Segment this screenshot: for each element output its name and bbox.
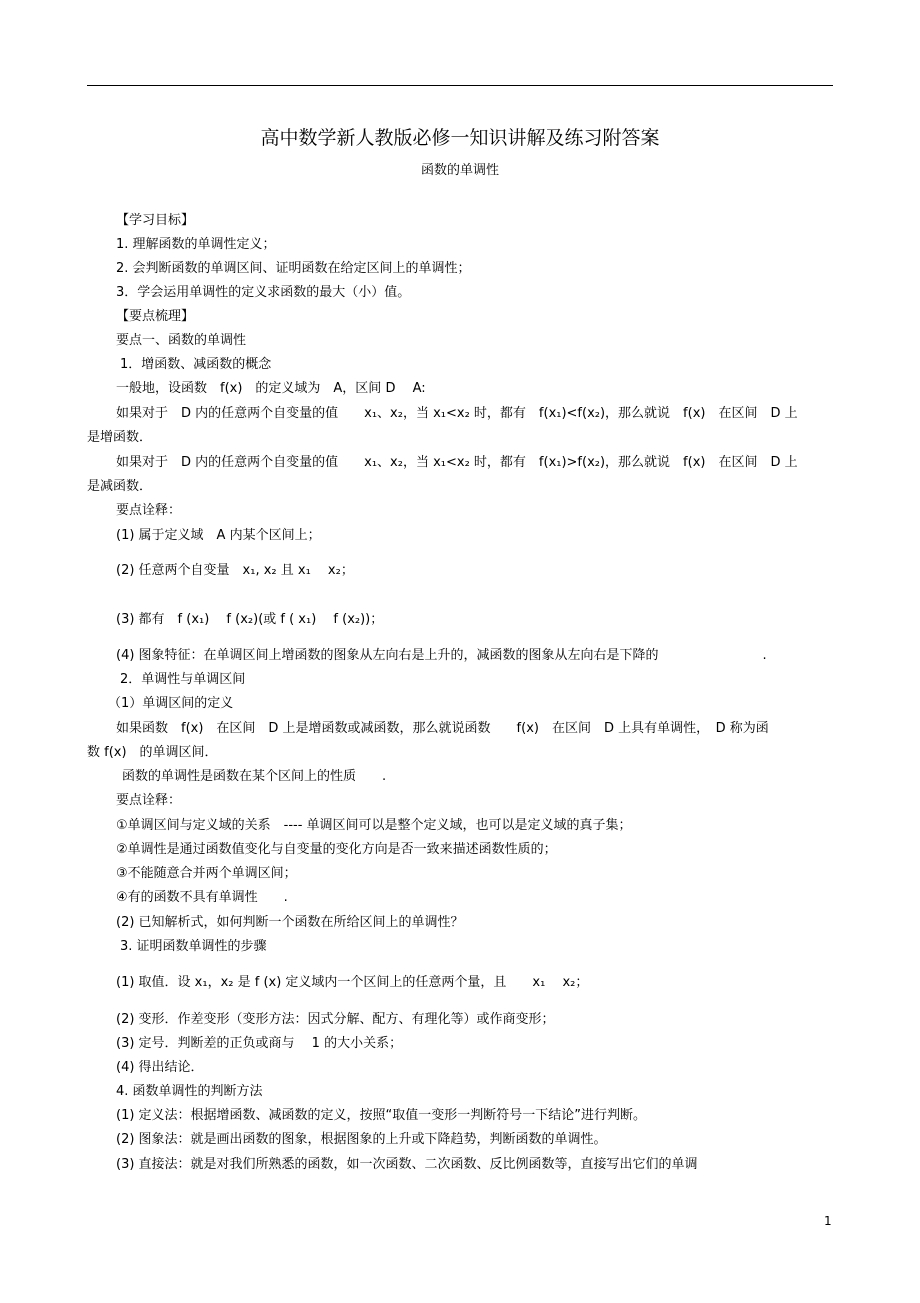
text-line: (2) 已知解析式，如何判断一个函数在所给区间上的单调性？ [116, 915, 464, 930]
text-line: (2) 图象法：就是画出函数的图象，根据图象的上升或下降趋势，判断函数的单调性。 [116, 1132, 607, 1147]
text-line: 3. 证明函数单调性的步骤 [120, 939, 267, 954]
text-line: 要点一、函数的单调性 [116, 333, 247, 348]
text-line: 4. 函数单调性的判断方法 [116, 1084, 263, 1099]
text-line: 1．增函数、减函数的概念 [120, 357, 272, 372]
text-line: （1）单调区间的定义 [108, 696, 234, 711]
text-line: ②单调性是通过函数值变化与自变量的变化方向是否一致来描述函数性质的； [116, 842, 557, 857]
text-line: ④有的函数不具有单调性 . [116, 890, 288, 905]
section-subtitle: 函数的单调性 [420, 163, 499, 178]
text-line: (3) 定号．判断差的正负或商与 1 的大小关系； [116, 1036, 403, 1051]
text-line: 1. 理解函数的单调性定义； [116, 237, 276, 252]
text-line: 是增函数． [87, 430, 153, 445]
text-line: 2. 会判断函数的单调区间、证明函数在给定区间上的单调性； [116, 261, 471, 276]
text-line: ①单调区间与定义域的关系 ---- 单调区间可以是整个定义域，也可以是定义域的真子集； [116, 818, 632, 833]
text-line: 函数的单调性是函数在某个区间上的性质 . [122, 769, 387, 784]
text-line: 要点诠释： [116, 793, 182, 808]
text-line: ③不能随意合并两个单调区间； [116, 866, 297, 881]
text-line: 一般地，设函数 f(x) 的定义域为 A，区间 D A: [116, 381, 426, 396]
text-line: (4) 图象特征：在单调区间上增函数的图象从左向右是上升的，减函数的图象从左向右是下降的 . [116, 648, 767, 663]
text-line: (2) 变形．作差变形（变形方法：因式分解、配方、有理化等）或作商变形； [116, 1012, 555, 1027]
text-line: 【学习目标】 [116, 213, 195, 228]
text-line: 【要点梳理】 [116, 309, 195, 324]
text-line: 如果对于 D 内的任意两个自变量的值 x₁、x₂，当 x₁<x₂ 时，都有 f(x₁)>f(x₂)，那么就说 f(x) 在区间 D 上 [116, 455, 798, 470]
text-line: (3) 都有 f (x₁) f (x₂)(或 f ( x₁) f (x₂))； [116, 612, 384, 627]
text-line: 2．单调性与单调区间 [120, 672, 246, 687]
text-line: 是减函数． [87, 479, 153, 494]
page-number: 1 [824, 1214, 832, 1228]
text-line: 3．学会运用单调性的定义求函数的最大（小）值。 [116, 285, 411, 300]
text-line: (1) 取值．设 x₁，x₂ 是 f (x) 定义域内一个区间上的任意两个量，且 x₁ x₂； [116, 975, 589, 990]
text-line: (2) 任意两个自变量 x₁, x₂ 且 x₁ x₂； [116, 563, 354, 578]
text-line: (4) 得出结论． [116, 1060, 204, 1075]
text-line: 数 f(x) 的单调区间． [87, 745, 218, 760]
header-rule [87, 85, 833, 86]
text-line: (3) 直接法：就是对我们所熟悉的函数，如一次函数、二次函数、反比例函数等，直接写出它们的单调 [116, 1157, 698, 1172]
page-title: 高中数学新人教版必修一知识讲解及练习附答案 [260, 127, 660, 149]
text-line: (1) 定义法：根据增函数、减函数的定义，按照“取值一变形一判断符号一下结论”进行判断。 [116, 1108, 647, 1123]
text-line: (1) 属于定义域 A 内某个区间上； [116, 528, 321, 543]
text-line: 如果对于 D 内的任意两个自变量的值 x₁、x₂，当 x₁<x₂ 时，都有 f(x₁)<f(x₂)，那么就说 f(x) 在区间 D 上 [116, 406, 798, 421]
text-line: 要点诠释： [116, 503, 182, 518]
text-line: 如果函数 f(x) 在区间 D 上是增函数或减函数，那么就说函数 f(x) 在区间 D 上具有单调性， D 称为函 [116, 721, 769, 736]
